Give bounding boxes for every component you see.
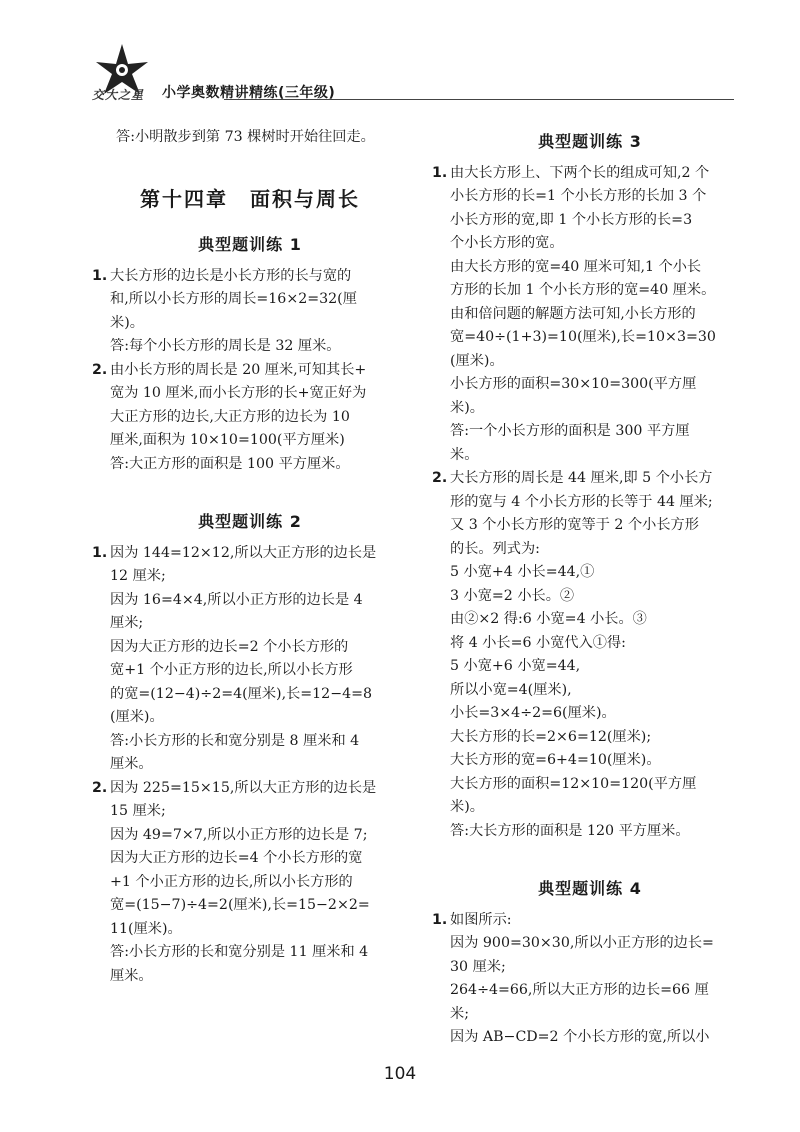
item-number: 1. <box>432 911 448 928</box>
answer-line: 方形的长加 1 个小长方形的宽=40 厘米。 <box>450 282 716 298</box>
answer-line: 答:小长方形的长和宽分别是 8 厘米和 4 <box>110 732 360 749</box>
answer-line: 厘米; <box>110 615 144 631</box>
answer-line: 答:大长方形的面积是 120 平方厘米。 <box>450 822 690 839</box>
answer-line: 大长方形的周长是 44 厘米,即 5 个小长方 <box>450 470 713 486</box>
answer-line: 宽=(15−7)÷4=2(厘米),长=15−2×2= <box>110 897 370 913</box>
section-title: 典型题训练 3 <box>538 132 642 151</box>
answer-line: 又 3 个小长方形的宽等于 2 个小长方形 <box>450 517 699 533</box>
answer-line: 3 小宽=2 小长。② <box>450 587 575 604</box>
answer-line: 由大长方形上、下两个长的组成可知,2 个 <box>450 164 710 181</box>
answer-line: 厘米。 <box>110 967 153 984</box>
answer-line: 宽+1 个小正方形的边长,所以小长方形 <box>110 662 353 678</box>
answer-line: 答:小长方形的长和宽分别是 11 厘米和 4 <box>110 944 369 960</box>
answer-line: 5 小宽+6 小宽=44, <box>450 658 581 674</box>
answer-line: 大长方形的长=2×6=12(厘米); <box>450 728 652 745</box>
answer-line: 5 小宽+4 小长=44,① <box>450 564 595 580</box>
answer-line: 因为 AB−CD=2 个小长方形的宽,所以小 <box>450 1029 710 1045</box>
answer-line: 米)。 <box>450 399 484 416</box>
answer-line: 米。 <box>450 446 479 463</box>
brand-name: 交大之星 <box>92 88 145 102</box>
answer-line: 形的宽与 4 个小长方形的长等于 44 厘米; <box>450 493 713 510</box>
answer-line: 的长。列式为: <box>450 540 540 557</box>
answer-line: 30 厘米; <box>450 958 506 975</box>
answer-line: 所以小宽=4(厘米), <box>450 681 572 698</box>
item-number: 1. <box>432 164 448 181</box>
answer-line: 大长方形的面积=12×10=120(平方厘 <box>450 775 697 792</box>
answer-item <box>92 777 408 989</box>
answer-line: 因为大正方形的边长=4 个小长方形的宽 <box>110 850 363 866</box>
answer-line: 和,所以小长方形的周长=16×2=32(厘 <box>110 291 357 307</box>
section-title: 典型题训练 2 <box>198 512 302 531</box>
answer-line: 因为 144=12×12,所以大正方形的边长是 <box>110 544 377 561</box>
item-number: 1. <box>92 544 108 561</box>
answer-line: 由小长方形的周长是 20 厘米,可知其长+ <box>110 361 367 378</box>
answer-line: 因为 225=15×15,所以大正方形的边长是 <box>110 779 377 796</box>
answer-line: 11(厘米)。 <box>110 920 182 937</box>
intro-answer: 答:小明散步到第 73 棵树时开始往回走。 <box>116 129 375 145</box>
answer-line: 小长=3×4÷2=6(厘米)。 <box>450 705 616 721</box>
answer-line: 12 厘米; <box>110 568 166 584</box>
header-divider <box>224 99 734 100</box>
answer-line: (厘米)。 <box>450 352 504 369</box>
answer-line: 如图所示: <box>450 911 512 928</box>
answer-item <box>92 542 408 777</box>
answer-line: 由和倍问题的解题方法可知,小长方形的 <box>450 305 696 322</box>
answer-line: +1 个小正方形的边长,所以小长方形的 <box>110 873 353 890</box>
answer-line: 个小长方形的宽。 <box>450 235 564 251</box>
left-column <box>92 120 408 988</box>
answer-item <box>432 467 748 843</box>
answer-line: 因为 900=30×30,所以小正方形的边长= <box>450 935 714 951</box>
item-number: 2. <box>92 779 108 796</box>
answer-line: 答:大正方形的面积是 100 平方厘米。 <box>110 455 350 472</box>
answer-line: 宽为 10 厘米,而小长方形的长+宽正好为 <box>110 385 367 401</box>
item-number: 2. <box>92 361 108 378</box>
section-title: 典型题训练 1 <box>198 235 302 254</box>
answer-line: 米)。 <box>110 314 144 331</box>
answer-line: 厘米。 <box>110 756 153 772</box>
answer-line: 小长方形的面积=30×10=300(平方厘 <box>450 376 697 392</box>
book-title: 小学奥数精讲精练(三年级) <box>162 85 336 101</box>
answer-line: 的宽=(12−4)÷2=4(厘米),长=12−4=8 <box>110 685 373 702</box>
answer-line: 小长方形的宽,即 1 个小长方形的长=3 <box>450 211 693 228</box>
answer-line: 米; <box>450 1005 469 1022</box>
answer-line: 将 4 小长=6 小宽代入①得: <box>450 634 626 651</box>
page-header <box>92 42 732 102</box>
item-number: 2. <box>432 470 448 486</box>
right-column <box>432 120 748 1050</box>
section-title: 典型题训练 4 <box>538 879 642 898</box>
answer-line: 15 厘米; <box>110 803 166 819</box>
answer-item <box>432 162 748 468</box>
answer-line: 由②×2 得:6 小宽=4 小长。③ <box>450 611 647 627</box>
answer-line: 米)。 <box>450 799 484 815</box>
answer-line: 答:一个小长方形的面积是 300 平方厘 <box>450 423 690 439</box>
page-number: 104 <box>383 1064 417 1084</box>
answer-line: 264÷4=66,所以大正方形的边长=66 厘 <box>450 982 709 998</box>
answer-line: 因为 49=7×7,所以小正方形的边长是 7; <box>110 826 368 843</box>
answer-line: 大长方形的宽=6+4=10(厘米)。 <box>450 752 661 768</box>
answer-item <box>432 909 748 1050</box>
answer-line: 小长方形的长=1 个小长方形的长加 3 个 <box>450 188 707 204</box>
answer-line: 大正方形的边长,大正方形的边长为 10 <box>110 408 350 425</box>
answer-line: (厘米)。 <box>110 709 164 725</box>
answer-line: 厘米,面积为 10×10=100(平方厘米) <box>110 432 345 448</box>
answer-item <box>92 359 408 477</box>
answer-line: 因为 16=4×4,所以小正方形的边长是 4 <box>110 591 363 608</box>
item-number: 1. <box>92 267 108 284</box>
answer-line: 由大长方形的宽=40 厘米可知,1 个小长 <box>450 258 702 275</box>
answer-item <box>92 265 408 359</box>
answer-line: 宽=40÷(1+3)=10(厘米),长=10×3=30 <box>450 329 716 345</box>
answer-line: 因为大正方形的边长=2 个小长方形的 <box>110 638 349 655</box>
chapter-title: 第十四章 面积与周长 <box>140 186 360 211</box>
answer-line: 大长方形的边长是小长方形的长与宽的 <box>110 267 352 284</box>
answer-line: 答:每个小长方形的周长是 32 厘米。 <box>110 338 341 354</box>
